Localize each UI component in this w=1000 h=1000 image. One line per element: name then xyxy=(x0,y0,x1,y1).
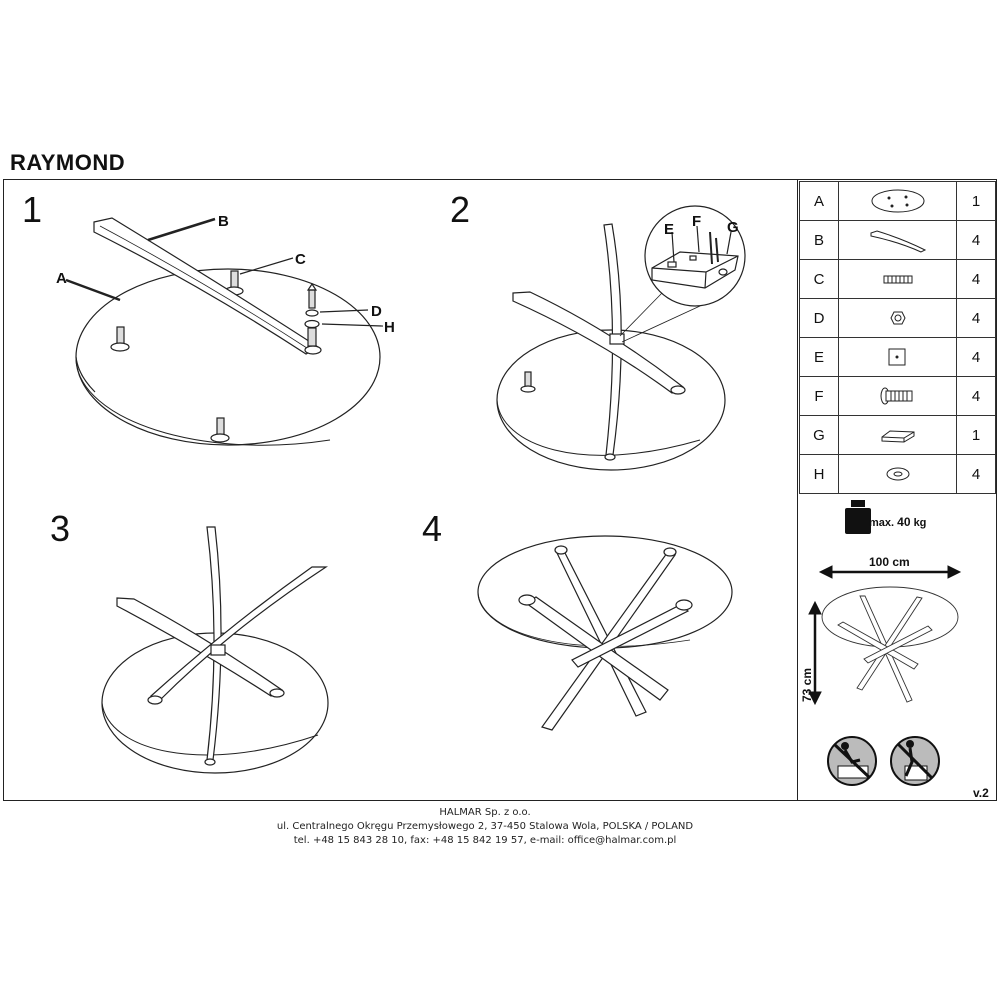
part-letter: F xyxy=(800,377,839,416)
weight-icon xyxy=(845,500,871,534)
footer-address: ul. Centralnego Okręgu Przemysłowego 2, 37-450 Stalowa Wola, POLSKA / POLAND xyxy=(276,821,694,832)
max-load-prefix: max. xyxy=(869,517,895,529)
table-dimension-drawing xyxy=(822,587,958,702)
part-qty: 1 xyxy=(957,416,996,455)
max-load-label xyxy=(869,515,926,529)
callout-b: B xyxy=(218,213,229,230)
callout-f: F xyxy=(692,213,702,230)
max-load-value: 40 xyxy=(897,515,911,529)
footer xyxy=(0,806,970,848)
callout-d: D xyxy=(371,303,382,320)
part-letter: H xyxy=(800,455,839,494)
callout-e: E xyxy=(664,221,675,238)
page-title: RAYMOND xyxy=(10,150,126,175)
step-number-1: 1 xyxy=(22,189,43,230)
step-number-3: 3 xyxy=(50,508,71,549)
footer-contact: tel. +48 15 843 28 10, fax: +48 15 842 19 57, e-mail: office@halmar.com.pl xyxy=(293,835,677,846)
callout-g: G xyxy=(727,219,739,236)
version-label: v.2 xyxy=(973,786,989,800)
callout-h: H xyxy=(384,319,395,336)
part-letter: B xyxy=(800,221,839,260)
callout-c: C xyxy=(295,251,306,268)
part-letter: C xyxy=(800,260,839,299)
callout-a: A xyxy=(56,270,67,287)
part-letter: D xyxy=(800,299,839,338)
part-qty: 4 xyxy=(957,338,996,377)
step-number-2: 2 xyxy=(450,189,471,230)
part-qty: 4 xyxy=(957,299,996,338)
height-label: 73 cm xyxy=(800,667,814,702)
part-qty: 4 xyxy=(957,260,996,299)
part-qty: 4 xyxy=(957,455,996,494)
part-qty: 1 xyxy=(957,182,996,221)
part-letter: E xyxy=(800,338,839,377)
part-letter: G xyxy=(800,416,839,455)
no-sitting-on-table-icon xyxy=(891,737,939,785)
footer-company: HALMAR Sp. z o.o. xyxy=(439,807,531,818)
part-letter: A xyxy=(800,182,839,221)
no-standing-on-table-icon xyxy=(828,737,876,785)
max-load-unit: kg xyxy=(913,517,927,529)
part-qty: 4 xyxy=(957,221,996,260)
step-number-4: 4 xyxy=(422,508,443,549)
part-qty: 4 xyxy=(957,377,996,416)
width-label: 100 cm xyxy=(869,555,910,569)
